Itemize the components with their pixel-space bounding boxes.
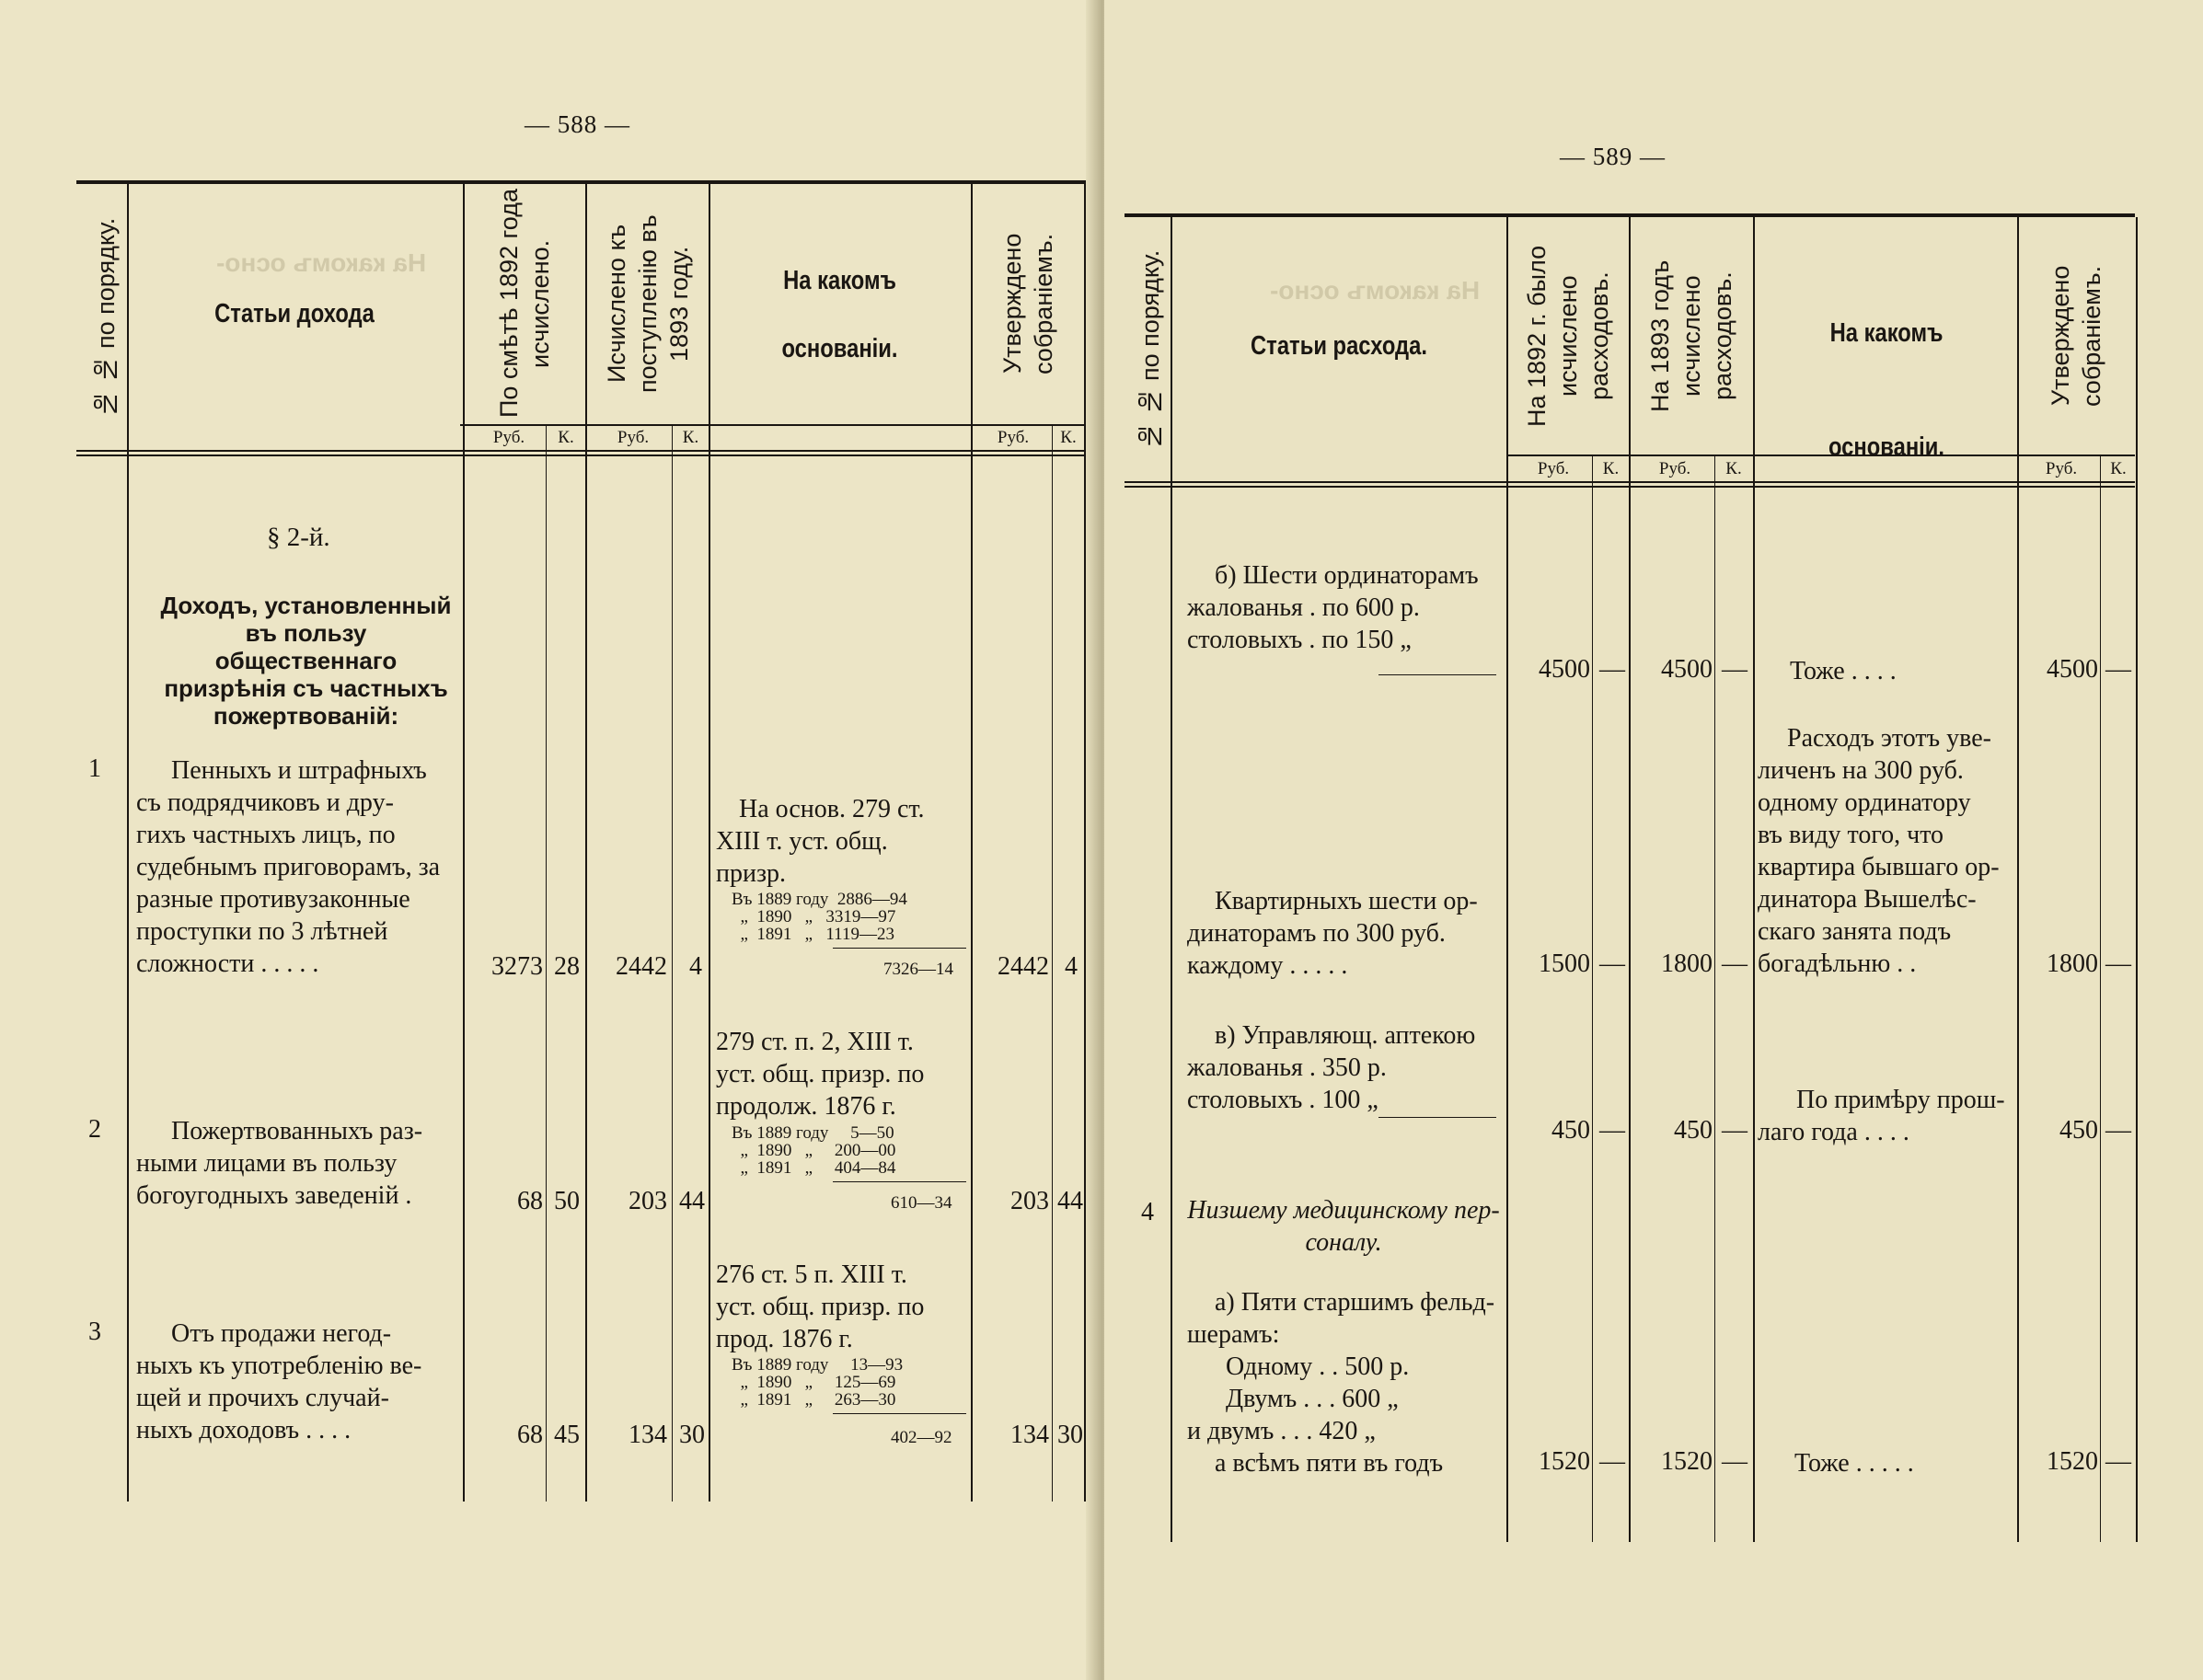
basis-years: Въ 1889 году 5—50 „ 1890 „ 200—00 „ 1891 „ 404—84 <box>732 1123 896 1178</box>
est-kop: — <box>1599 949 1625 978</box>
est-rub: 1500 <box>1539 949 1590 978</box>
item-a-lines: Одному . . 500 р. Двумъ . . . 600 „ и двумъ . . . 420 „ а всѣмъ пяти въ годъ <box>1187 1352 1444 1478</box>
col-divider <box>971 184 973 1502</box>
item-v-text: в) Управляющ. аптекою жалованья . 350 р. столовыхъ . 100 „ <box>1187 1021 1476 1114</box>
est-kop: 28 <box>554 952 580 981</box>
unit-rub: Руб. <box>492 428 525 447</box>
unit-rub: Руб. <box>1537 459 1570 478</box>
unit-rub: Руб. <box>1658 459 1691 478</box>
basis-total: 402—92 <box>891 1428 952 1447</box>
appr-kop: 4 <box>1065 952 1078 981</box>
col-divider <box>1753 217 1755 1542</box>
row-number: 3 <box>88 1318 101 1346</box>
col-divider <box>1592 455 1593 1542</box>
calc-kop: — <box>1722 1116 1747 1145</box>
col-divider <box>2136 217 2138 1542</box>
calc-kop: — <box>1722 655 1747 684</box>
sum-rule <box>833 1181 966 1182</box>
appr-kop: 30 <box>1057 1421 1083 1449</box>
row-number: 1 <box>88 754 101 783</box>
calc-rub: 4500 <box>1661 655 1713 684</box>
header-approved: Утверждено собраніемъ. <box>998 233 1057 374</box>
col-divider <box>709 184 710 1502</box>
appr-rub: 134 <box>1010 1421 1049 1449</box>
page-number-left: — 588 — <box>525 110 630 138</box>
appr-kop: — <box>2105 655 2131 684</box>
appr-kop: — <box>2105 1447 2131 1476</box>
basis-text: Тоже . . . . . <box>1794 1449 1914 1478</box>
col-divider <box>585 184 587 1502</box>
calc-kop: 4 <box>689 952 702 981</box>
col-divider <box>127 184 129 1502</box>
appr-rub: 450 <box>2059 1116 2098 1145</box>
est-kop: 45 <box>554 1421 580 1449</box>
est-kop: — <box>1599 1447 1625 1476</box>
est-rub: 68 <box>517 1421 543 1449</box>
header-estimate-1892: По смѣтѣ 1892 года исчислено. <box>495 189 554 419</box>
basis-years: Въ 1889 году 2886—94 „ 1890 „ 3319—97 „ 1891 „ 1119—23 <box>732 890 907 944</box>
unit-kop: К. <box>2110 459 2127 478</box>
item-quarters-text: Квартирныхъ шести ор- динаторамъ по 300 руб. каждому . . . . . <box>1187 887 1478 980</box>
header-income-items: Статьи дохода <box>214 299 375 328</box>
row-number: 4 <box>1141 1198 1154 1226</box>
header-expense-items: Статьи расхода. <box>1251 331 1427 361</box>
appr-rub: 203 <box>1010 1187 1049 1215</box>
header-bottom-rule-2 <box>76 455 1086 456</box>
col-divider <box>1714 455 1715 1542</box>
col-divider <box>2100 455 2101 1542</box>
basis-text: Тоже . . . . <box>1790 657 1897 685</box>
col-divider <box>672 424 673 1502</box>
appr-kop: — <box>2105 949 2131 978</box>
header-est-1892: На 1892 г. было исчислено расходовъ. <box>1523 245 1613 427</box>
appr-rub: 1520 <box>2047 1447 2098 1476</box>
calc-kop: — <box>1722 949 1747 978</box>
header-calc-1893: На 1893 годъ исчислено расходовъ. <box>1646 259 1736 412</box>
est-rub: 68 <box>517 1187 543 1215</box>
section-lower-staff: Низшему медицинскому пер- соналу. <box>1187 1196 1500 1257</box>
calc-rub: 203 <box>629 1187 667 1215</box>
est-kop: — <box>1599 1116 1625 1145</box>
calc-rub: 2442 <box>616 952 667 981</box>
row-income-text: Отъ продажи негод- ныхъ къ употребленію ве- щей и прочихъ случай- ныхъ доходовъ . . . . <box>136 1319 422 1444</box>
col-divider <box>2017 217 2019 1542</box>
unit-kop: К. <box>1602 459 1620 478</box>
calc-rub: 450 <box>1674 1116 1713 1145</box>
appr-rub: 1800 <box>2047 949 2098 978</box>
col-divider <box>1171 217 1172 1542</box>
unit-kop: К. <box>558 428 574 447</box>
appr-kop: 44 <box>1057 1187 1083 1215</box>
header-basis: На какомъ основаніи. <box>1828 318 1945 462</box>
basis-total: 7326—14 <box>883 960 953 979</box>
header-approved: Утверждено собраніемъ. <box>2047 265 2105 407</box>
appr-rub: 2442 <box>998 952 1049 981</box>
sum-rule <box>1378 1117 1496 1118</box>
item-a-text: а) Пяти старшимъ фельд- шерамъ: <box>1187 1288 1495 1349</box>
unit-rub: Руб. <box>617 428 650 447</box>
row-number: 2 <box>88 1115 101 1144</box>
col-divider <box>1052 424 1053 1502</box>
row-income-text: Пожертвованныхъ раз- ными лицами въ пользу богоугодныхъ заведеній . <box>136 1117 423 1210</box>
est-rub: 1520 <box>1539 1447 1590 1476</box>
calc-rub: 1800 <box>1661 949 1713 978</box>
bleed-through-text: На какомъ осно- <box>216 248 427 277</box>
calc-rub: 134 <box>629 1421 667 1449</box>
unit-rub: Руб. <box>997 428 1030 447</box>
appr-rub: 4500 <box>2047 655 2098 684</box>
unit-kop: К. <box>682 428 699 447</box>
page-number-right: — 589 — <box>1560 143 1666 170</box>
basis-text: На основ. 279 ст. XIII т. уст. общ. призр. <box>716 795 925 888</box>
basis-text: По примѣру прош- лаго года . . . . <box>1758 1086 2005 1146</box>
row-income-text: Пенныхъ и штрафныхъ съ подрядчиковъ и дру- гихъ частныхъ лицъ, по судебнымъ приговорамъ, за разные противузаконные проступки по 3 лѣтней сложности . . . . . <box>136 756 441 978</box>
item-b-text: б) Шести ординаторамъ жалованья . по 600 р. столовыхъ . по 150 „ <box>1187 561 1479 654</box>
header-calc-1893: Исчислено къ поступленію въ 1893 году. <box>603 214 693 393</box>
unit-kop: К. <box>1060 428 1077 447</box>
calc-kop: 44 <box>679 1187 705 1215</box>
col-divider <box>1506 217 1508 1542</box>
basis-years: Въ 1889 году 13—93 „ 1890 „ 125—69 „ 1891 „ 263—30 <box>732 1355 904 1410</box>
appr-kop: — <box>2105 1116 2131 1145</box>
est-rub: 4500 <box>1539 655 1590 684</box>
est-kop: 50 <box>554 1187 580 1215</box>
header-order: № № по порядку. <box>1136 249 1164 450</box>
right-page <box>1104 0 2203 1680</box>
header-basis: На какомъ основаніи. <box>781 266 898 363</box>
calc-kop: 30 <box>679 1421 705 1449</box>
unit-rub: Руб. <box>2045 459 2078 478</box>
calc-kop: — <box>1722 1447 1747 1476</box>
unit-kop: К. <box>1725 459 1742 478</box>
basis-text: 279 ст. п. 2, XIII т. уст. общ. призр. по продолж. 1876 г. <box>716 1028 925 1121</box>
basis-note: Расходъ этотъ уве- личенъ на 300 руб. одному ординатору въ виду того, что квартира бывшаго ор- динатора Вышелѣс- скаго занята подъ богадѣльню . . <box>1758 724 2000 978</box>
calc-rub: 1520 <box>1661 1447 1713 1476</box>
col-divider <box>463 184 465 1502</box>
col-divider <box>546 424 547 1502</box>
section-title: Доходъ, установленный въ пользу общественнаго призрѣнія съ частныхъ пожертвованій: <box>160 592 452 730</box>
basis-text: 276 ст. 5 п. XIII т. уст. общ. призр. по прод. 1876 г. <box>716 1260 925 1353</box>
header-bottom-rule <box>76 450 1086 452</box>
est-rub: 450 <box>1551 1116 1590 1145</box>
table-top-rule <box>76 180 1086 184</box>
sum-rule <box>1378 674 1496 675</box>
sum-rule <box>833 1413 966 1414</box>
est-kop: — <box>1599 655 1625 684</box>
section-number: § 2-й. <box>267 523 330 552</box>
sum-rule <box>833 948 966 949</box>
est-rub: 3273 <box>491 952 543 981</box>
col-divider <box>1629 217 1631 1542</box>
header-order: № № по порядку. <box>92 217 120 418</box>
bleed-through-text: На какомъ осно- <box>1270 276 1481 305</box>
basis-total: 610—34 <box>891 1193 952 1213</box>
unit-row-rule <box>460 424 1086 426</box>
